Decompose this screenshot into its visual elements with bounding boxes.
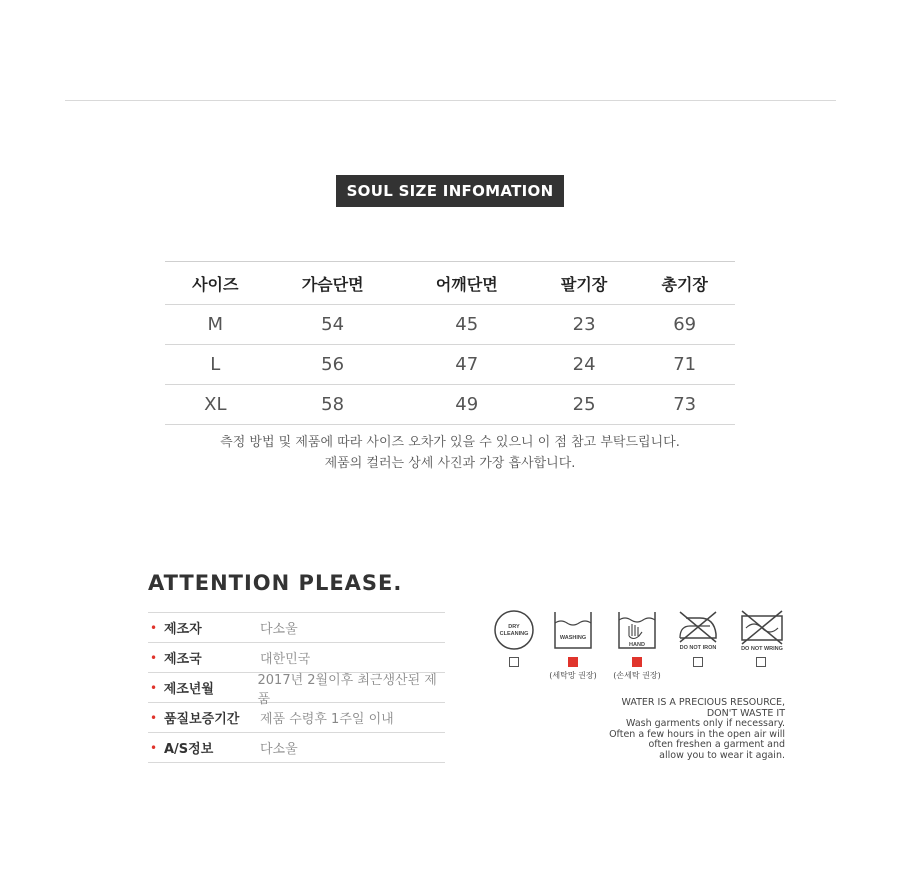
bullet-icon: • xyxy=(150,620,158,635)
size-note-2: 제품의 컬러는 상세 사진과 가장 흡사합니다. xyxy=(324,456,576,471)
table-cell: 25 xyxy=(534,385,635,425)
header-length: 총기장 xyxy=(661,274,708,294)
washing-checkbox xyxy=(568,657,578,667)
do-not-wring-checkbox xyxy=(756,657,766,667)
table-cell: L xyxy=(165,345,266,385)
info-label: A/S정보 xyxy=(164,742,214,757)
top-divider xyxy=(65,100,836,101)
size-table xyxy=(165,261,735,425)
header-shoulder: 어깨단면 xyxy=(435,274,498,294)
header-chest: 가슴단면 xyxy=(301,274,364,294)
info-value: 2017년 2월이후 최근생산된 제품 xyxy=(257,672,437,707)
care-dry-cleaning xyxy=(489,608,539,667)
info-row-as xyxy=(148,733,445,763)
info-row-warranty xyxy=(148,703,445,733)
table-cell: 73 xyxy=(634,385,735,425)
table-cell: 45 xyxy=(400,305,534,345)
dry-cleaning-checkbox xyxy=(509,657,519,667)
dry-label-1: DRY xyxy=(508,624,520,630)
table-row xyxy=(165,345,735,385)
header-sleeve: 팔기장 xyxy=(560,274,608,294)
info-row-date xyxy=(148,672,445,707)
do-not-iron-checkbox xyxy=(693,657,703,667)
table-row xyxy=(165,305,735,345)
care-do-not-wring xyxy=(736,608,786,667)
size-info-title: SOUL SIZE INFOMATION xyxy=(336,175,564,207)
bullet-icon: • xyxy=(150,650,158,665)
iron-label: DO NOT IRON xyxy=(679,645,717,651)
table-cell: 24 xyxy=(534,345,635,385)
water-notice-line: Wash garments only if necessary. xyxy=(626,718,785,730)
hand-label: HAND xyxy=(629,642,645,648)
info-label: 제조국 xyxy=(164,652,202,667)
hand-wash-caption: (손세탁 권장) xyxy=(613,671,661,680)
table-cell: 56 xyxy=(266,345,400,385)
table-cell: 47 xyxy=(400,345,534,385)
water-notice-line: WATER IS A PRECIOUS RESOURCE, xyxy=(621,697,785,708)
table-cell: 54 xyxy=(266,305,400,345)
table-cell: 23 xyxy=(534,305,635,345)
info-value: 제품 수령후 1주일 이내 xyxy=(260,712,394,727)
table-cell: 58 xyxy=(266,385,400,425)
info-value: 다소울 xyxy=(260,622,298,637)
bullet-icon: • xyxy=(150,740,158,755)
washing-caption: (세탁망 권장) xyxy=(549,671,597,680)
info-row-manufacturer xyxy=(148,613,445,643)
do-not-wring-icon xyxy=(736,608,788,652)
info-label: 품질보증기간 xyxy=(164,712,240,727)
do-not-iron-icon xyxy=(674,608,722,652)
table-header-row xyxy=(165,262,735,305)
water-notice-line: often freshen a garment and xyxy=(648,739,785,751)
info-label: 제조자 xyxy=(164,622,202,637)
table-cell: M xyxy=(165,305,266,345)
water-notice xyxy=(590,698,785,762)
dry-label-2: CLEANING xyxy=(499,631,529,637)
care-hand-wash xyxy=(612,608,662,681)
care-do-not-iron xyxy=(673,608,723,667)
header-size: 사이즈 xyxy=(192,274,239,294)
wring-label: DO NOT WRING xyxy=(741,646,783,652)
washing-label: WASHING xyxy=(559,635,587,641)
water-notice-line: allow you to wear it again. xyxy=(659,749,785,761)
care-washing xyxy=(548,608,598,681)
bullet-icon: • xyxy=(150,710,158,725)
product-info-list xyxy=(148,612,445,763)
hand-wash-icon xyxy=(615,608,659,652)
info-label: 제조년월 xyxy=(163,682,214,697)
water-notice-line: DON'T WASTE IT xyxy=(706,707,785,719)
washing-icon xyxy=(551,608,595,652)
table-cell: XL xyxy=(165,385,266,425)
water-notice-line: Often a few hours in the open air will xyxy=(609,728,785,740)
attention-title: ATTENTION PLEASE. xyxy=(148,571,403,595)
info-value: 다소울 xyxy=(260,742,298,757)
table-cell: 49 xyxy=(400,385,534,425)
table-cell: 69 xyxy=(634,305,735,345)
dry-cleaning-icon xyxy=(492,608,536,652)
table-row xyxy=(165,385,735,425)
size-note-1: 측정 방법 및 제품에 따라 사이즈 오차가 있을 수 있으니 이 점 참고 부탁드립니다. xyxy=(220,435,680,450)
info-value: 대한민국 xyxy=(260,652,311,667)
bullet-icon: • xyxy=(150,680,158,695)
hand-wash-checkbox xyxy=(632,657,642,667)
table-cell: 71 xyxy=(634,345,735,385)
